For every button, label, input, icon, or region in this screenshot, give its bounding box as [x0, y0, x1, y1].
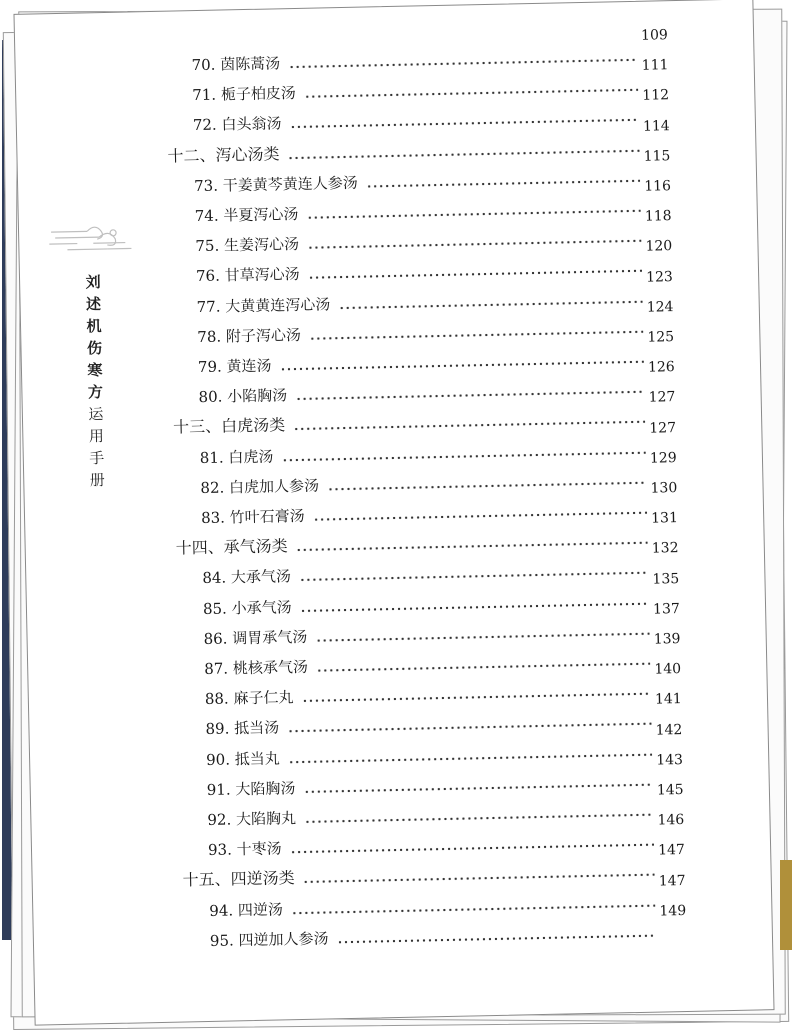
- dot-leader: [291, 903, 655, 915]
- dot-leader: [293, 420, 645, 431]
- toc-page-number: 146: [657, 812, 685, 829]
- toc-page-number: 147: [658, 872, 686, 890]
- toc-label: 74. 半夏泻心汤: [194, 204, 299, 226]
- toc-page-number: 114: [642, 117, 670, 135]
- toc-label: 十五、四逆汤类: [182, 868, 295, 890]
- dot-leader: [304, 88, 638, 99]
- toc-label: 73. 干姜黄芩黄连人参汤: [193, 173, 358, 195]
- toc-label: 89. 抵当汤: [205, 718, 280, 739]
- toc-page-number: 137: [652, 600, 680, 618]
- toc-label: 83. 竹叶石膏汤: [200, 506, 305, 528]
- toc-page-number: 140: [654, 661, 682, 678]
- spine-char: 述: [85, 295, 102, 314]
- dot-leader: [316, 662, 650, 673]
- dot-leader: [303, 873, 655, 884]
- toc-label: 91. 大陷胸汤: [206, 778, 296, 799]
- toc-page-number: 147: [657, 842, 686, 859]
- toc-page-number: 141: [654, 691, 682, 708]
- dot-leader: [288, 58, 637, 69]
- toc-page-number: 109: [640, 27, 668, 44]
- toc-page: [13, 0, 774, 1026]
- toc-page-number: 118: [644, 208, 672, 225]
- toc-page-number: 129: [649, 449, 677, 467]
- spine-char: 方: [87, 383, 104, 402]
- dot-leader: [281, 450, 645, 462]
- dot-leader: [327, 481, 646, 492]
- toc-label: 71. 栀子柏皮汤: [192, 84, 297, 105]
- toc-label: 78. 附子泻心汤: [197, 325, 302, 346]
- toc-page-number: 124: [646, 298, 674, 316]
- toc-label: 92. 大陷胸丸: [207, 809, 297, 829]
- toc-label: 90. 抵当丸: [205, 749, 280, 769]
- toc-label: 84. 大承气汤: [202, 567, 292, 588]
- dot-leader: [288, 148, 640, 159]
- toc-label: 十三、白虎汤类: [172, 415, 286, 437]
- toc-label: 87. 桃核承气汤: [204, 657, 309, 679]
- toc-page-number: 149: [659, 902, 687, 920]
- dot-leader: [338, 299, 642, 309]
- dot-leader: [302, 692, 651, 703]
- toc-label: 77. 大黄黄连泻心汤: [196, 294, 331, 316]
- table-of-contents: [15, 0, 774, 1025]
- spine-char: 手: [89, 449, 105, 468]
- dot-leader: [315, 631, 649, 642]
- dot-leader: [287, 722, 651, 734]
- book-cover-edge-right: [780, 860, 792, 950]
- toc-page-number: 112: [642, 87, 670, 105]
- toc-page-number: 130: [650, 480, 678, 497]
- toc-page-number: 125: [647, 329, 675, 346]
- dot-leader: [313, 511, 647, 522]
- spine-char: 伤: [86, 339, 103, 358]
- toc-page-number: 116: [644, 178, 672, 195]
- toc-label: 80. 小陷胸汤: [198, 386, 288, 407]
- dot-leader: [307, 239, 641, 250]
- toc-label: 94. 四逆汤: [209, 900, 284, 920]
- toc-page-number: 111: [641, 57, 669, 74]
- toc-page-number: 135: [652, 570, 680, 588]
- toc-page-number: 126: [647, 359, 675, 376]
- dot-leader: [296, 541, 648, 552]
- dot-leader: [295, 390, 644, 401]
- dot-leader: [306, 209, 640, 220]
- toc-label: 70. 茵陈蒿汤: [191, 54, 281, 75]
- toc-page-number: 145: [656, 781, 684, 799]
- toc-label: 79. 黄连汤: [197, 356, 272, 377]
- dot-leader: [300, 601, 649, 612]
- dot-leader: [308, 269, 642, 280]
- toc-page-number: 123: [645, 268, 674, 286]
- toc-page-number: 139: [653, 631, 681, 648]
- toc-label: 十四、承气汤类: [175, 536, 288, 558]
- toc-label: 95. 四逆加人参汤: [209, 929, 329, 950]
- toc-page-number: 127: [649, 419, 677, 437]
- spine-char: 刘: [85, 273, 101, 292]
- toc-page-number: 115: [643, 147, 671, 165]
- dot-leader: [290, 843, 654, 855]
- spine-char: 用: [88, 427, 105, 446]
- toc-page-number: 143: [656, 751, 684, 769]
- toc-page-number: 120: [645, 238, 673, 256]
- toc-label: 82. 白虎加人参汤: [200, 476, 320, 497]
- toc-page-number: 127: [648, 389, 676, 407]
- dot-leader: [288, 752, 652, 764]
- dot-leader: [366, 179, 640, 189]
- toc-label: 88. 麻子仁丸: [204, 688, 294, 709]
- toc-label: 85. 小承气汤: [202, 597, 292, 618]
- dot-leader: [280, 360, 644, 372]
- toc-label: 86. 调胃承气汤: [203, 627, 308, 648]
- dot-leader: [290, 118, 639, 129]
- toc-label: 75. 生姜泻心汤: [195, 235, 300, 256]
- toc-page-number: 131: [651, 510, 679, 527]
- dot-leader: [309, 330, 643, 341]
- spine-char: 册: [89, 471, 105, 490]
- toc-label: 81. 白虎汤: [199, 447, 274, 467]
- dot-leader: [304, 813, 653, 824]
- toc-label: 十二、泻心汤类: [167, 143, 280, 166]
- toc-label: 76. 甘草泻心汤: [195, 265, 300, 286]
- spine-char: 机: [86, 317, 102, 336]
- toc-label: 93. 十枣汤: [207, 839, 282, 860]
- dot-leader: [337, 933, 656, 944]
- toc-page-number: 142: [655, 721, 683, 739]
- dot-leader: [299, 571, 648, 582]
- toc-label: 72. 白头翁汤: [192, 114, 282, 135]
- spine-char: 运: [88, 405, 104, 424]
- toc-page-number: 132: [651, 540, 679, 557]
- spine-char: 寒: [87, 361, 103, 380]
- dot-leader: [303, 782, 652, 793]
